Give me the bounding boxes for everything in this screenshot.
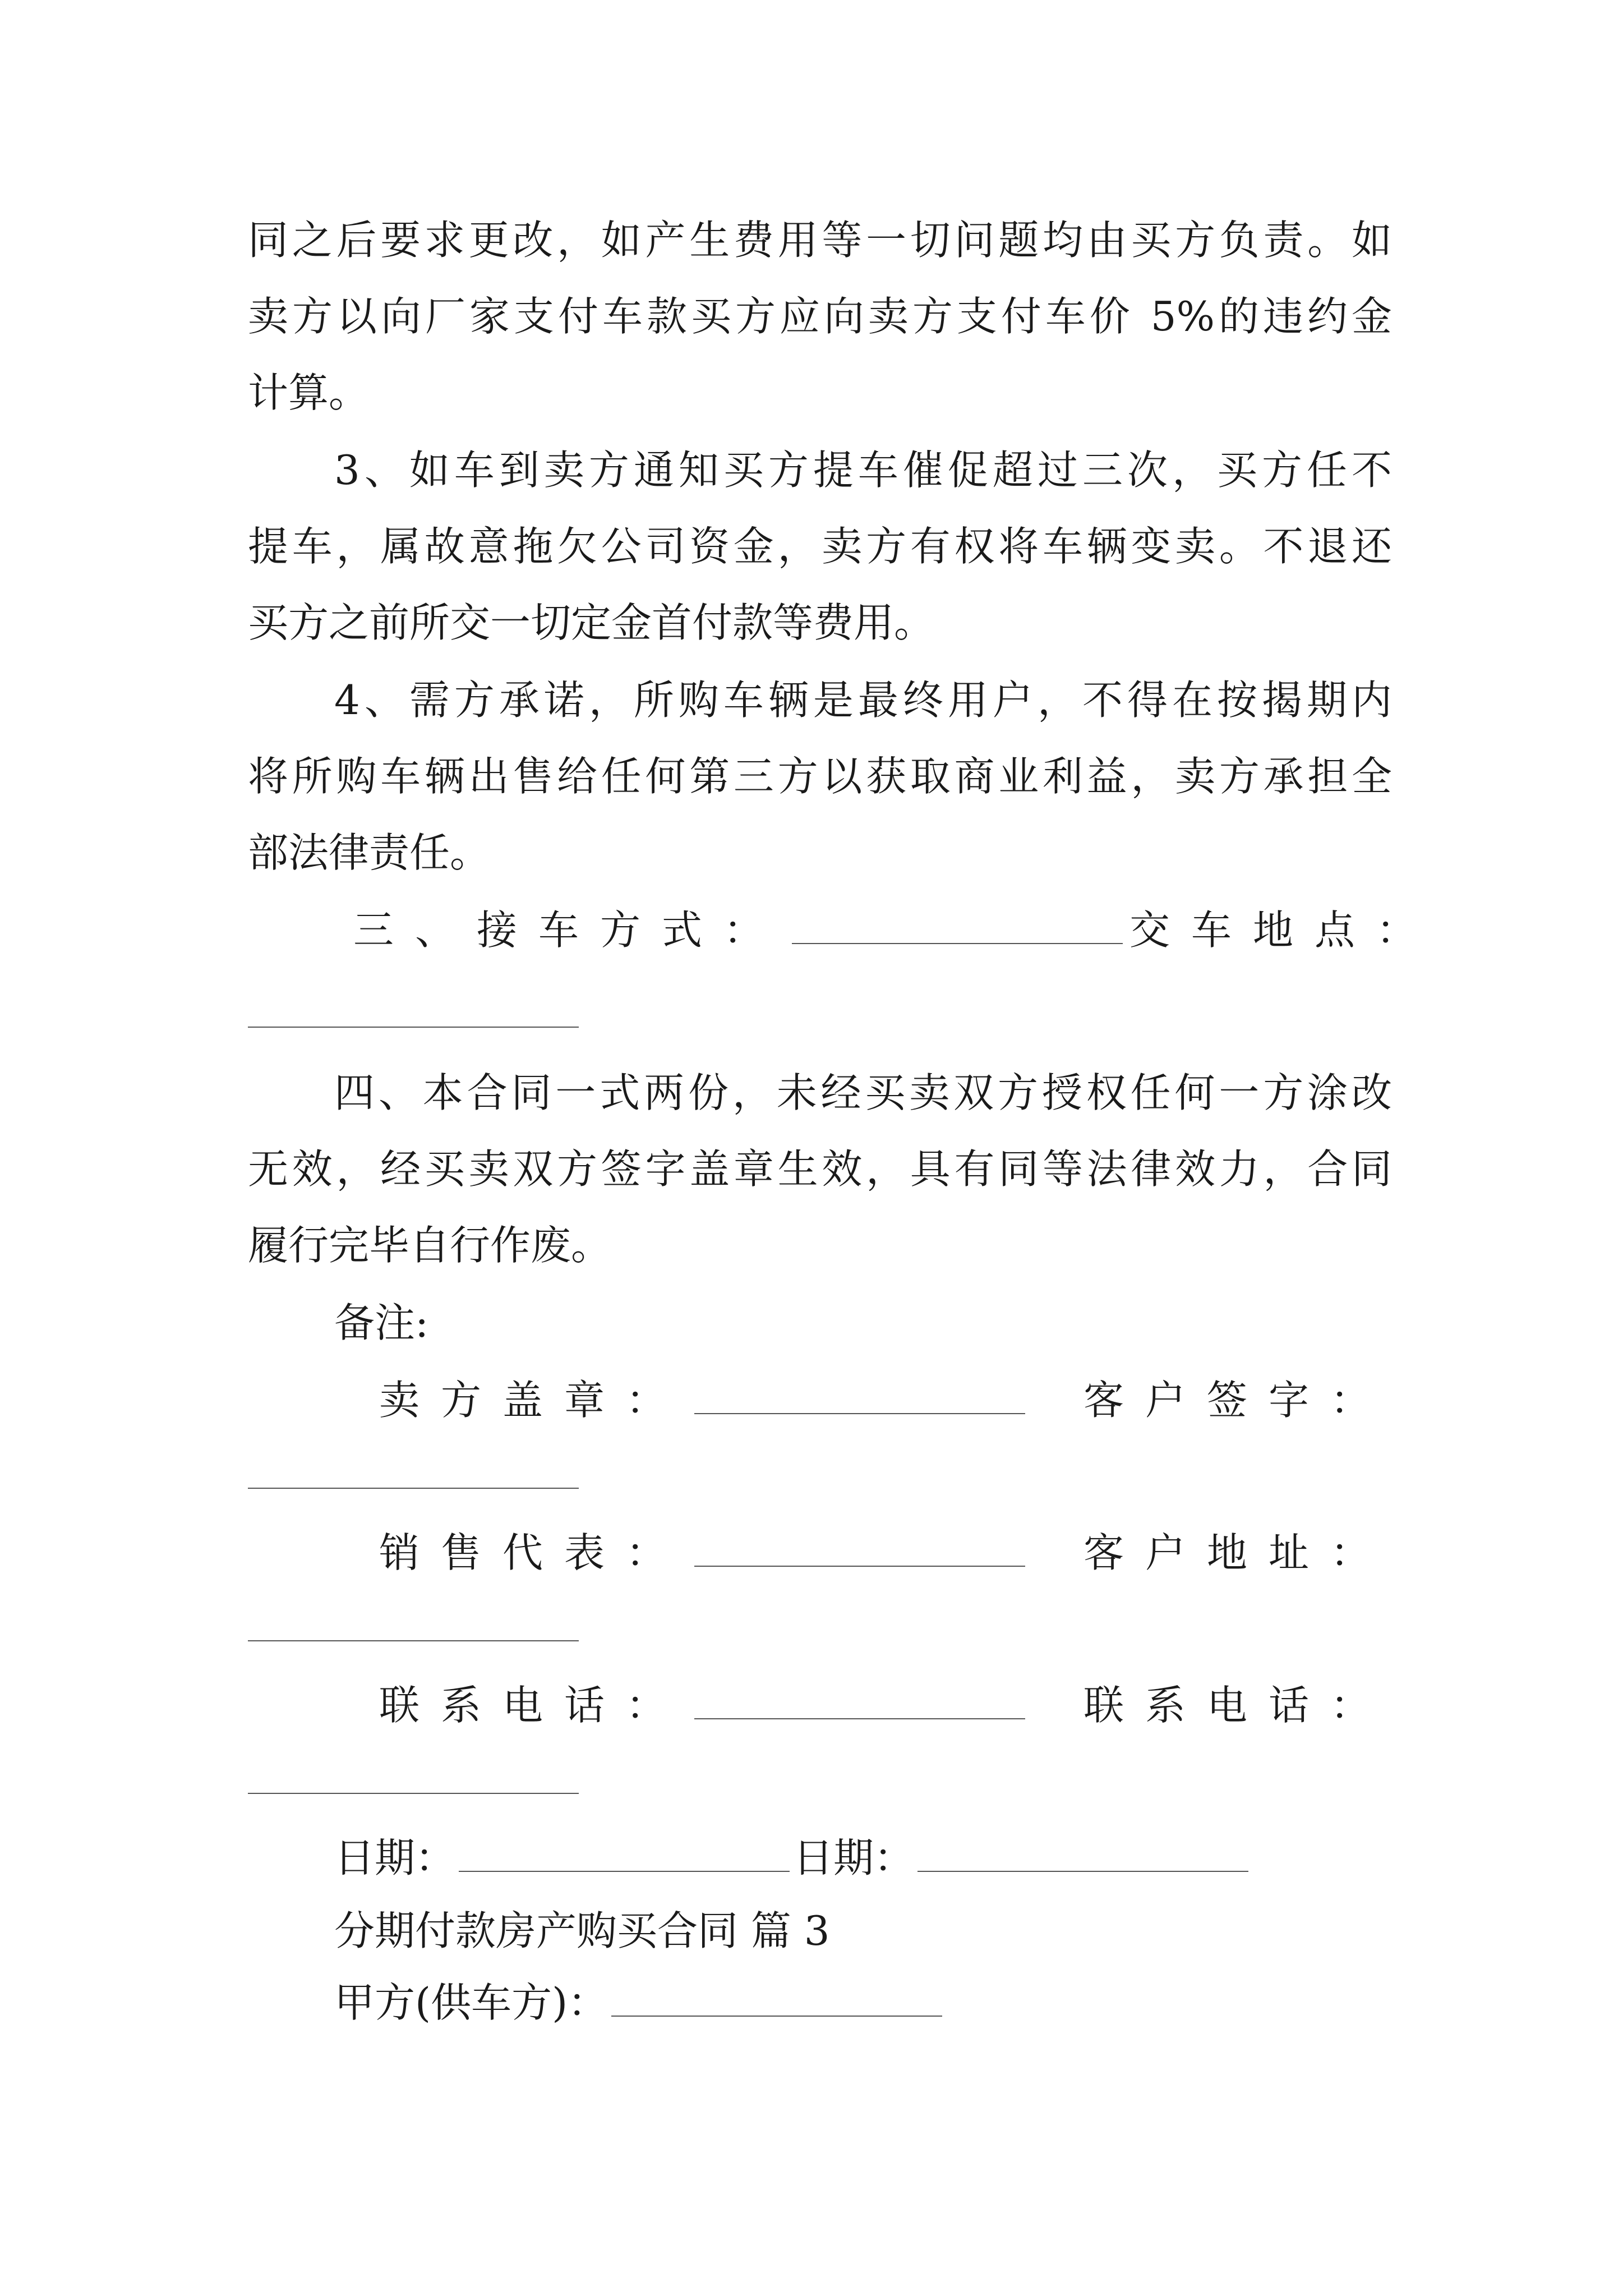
customer-signature-blank[interactable] — [248, 1488, 579, 1489]
section-4-line-2: 无效，经买卖双方签字盖章生效，具有同等法律效力，合同 — [248, 1145, 1392, 1193]
signature-row-1 — [379, 1372, 1392, 1428]
seller-date-blank[interactable] — [459, 1871, 790, 1872]
party-a-blank[interactable] — [611, 2016, 942, 2017]
customer-date-label: 日期： — [793, 1834, 915, 1881]
sales-rep-label: 销售代表： — [379, 1529, 688, 1576]
clause-3-line-2: 提车，属故意拖欠公司资金，卖方有权将车辆变卖。不退还 — [248, 523, 1392, 570]
party-a-row — [334, 1975, 1478, 2031]
sales-rep-blank[interactable] — [694, 1566, 1025, 1567]
clause-2-line-2: 卖方以向厂家支付车款买方应向卖方支付车价 5%的违约金 — [248, 293, 1392, 340]
customer-phone-blank[interactable] — [248, 1793, 579, 1794]
customer-date-blank[interactable] — [917, 1871, 1248, 1872]
delivery-location-blank[interactable] — [248, 1027, 579, 1028]
seller-phone-label: 联系电话： — [379, 1682, 688, 1729]
party-a-label: 甲方(供车方)： — [334, 1979, 608, 2026]
seller-date-label: 日期： — [334, 1834, 456, 1881]
date-row — [334, 1830, 1478, 1886]
pickup-method-blank[interactable] — [792, 943, 1123, 944]
seller-seal-label: 卖方盖章： — [379, 1377, 688, 1424]
seller-phone-blank[interactable] — [694, 1718, 1025, 1719]
clause-3-line-3: 买方之前所交一切定金首付款等费用。 — [248, 599, 935, 646]
remarks-label: 备注: — [334, 1299, 429, 1346]
seller-seal-blank[interactable] — [694, 1413, 1025, 1414]
customer-signature-label: 客户签字： — [1083, 1377, 1392, 1424]
next-section-title: 分期付款房产购买合同 篇 3 — [334, 1907, 830, 1954]
clause-3-line-1: 3、如车到卖方通知买方提车催促超过三次，买方任不 — [334, 447, 1392, 494]
pickup-method-label: 三、接车方式： — [353, 907, 786, 954]
customer-phone-label: 联系电话： — [1083, 1682, 1392, 1729]
clause-4-line-3: 部法律责任。 — [248, 829, 491, 876]
clause-2-line-1: 同之后要求更改，如产生费用等一切问题均由买方负责。如 — [248, 217, 1392, 264]
section-4-line-1: 四、本合同一式两份，未经买卖双方授权任何一方涂改 — [334, 1069, 1392, 1116]
customer-address-label: 客户地址： — [1083, 1529, 1392, 1576]
clause-4-line-1: 4、需方承诺，所购车辆是最终用户，不得在按揭期内 — [334, 677, 1392, 724]
section-4-line-3: 履行完毕自行作废。 — [248, 1222, 612, 1269]
clause-2-line-3: 计算。 — [248, 369, 370, 416]
section-3-row — [353, 902, 1438, 958]
customer-address-blank[interactable] — [248, 1640, 579, 1641]
signature-row-2 — [379, 1525, 1392, 1581]
clause-4-line-2: 将所购车辆出售给任何第三方以获取商业利益，卖方承担全 — [248, 753, 1392, 800]
delivery-location-label: 交车地点： — [1129, 907, 1438, 954]
signature-row-3 — [379, 1677, 1392, 1733]
